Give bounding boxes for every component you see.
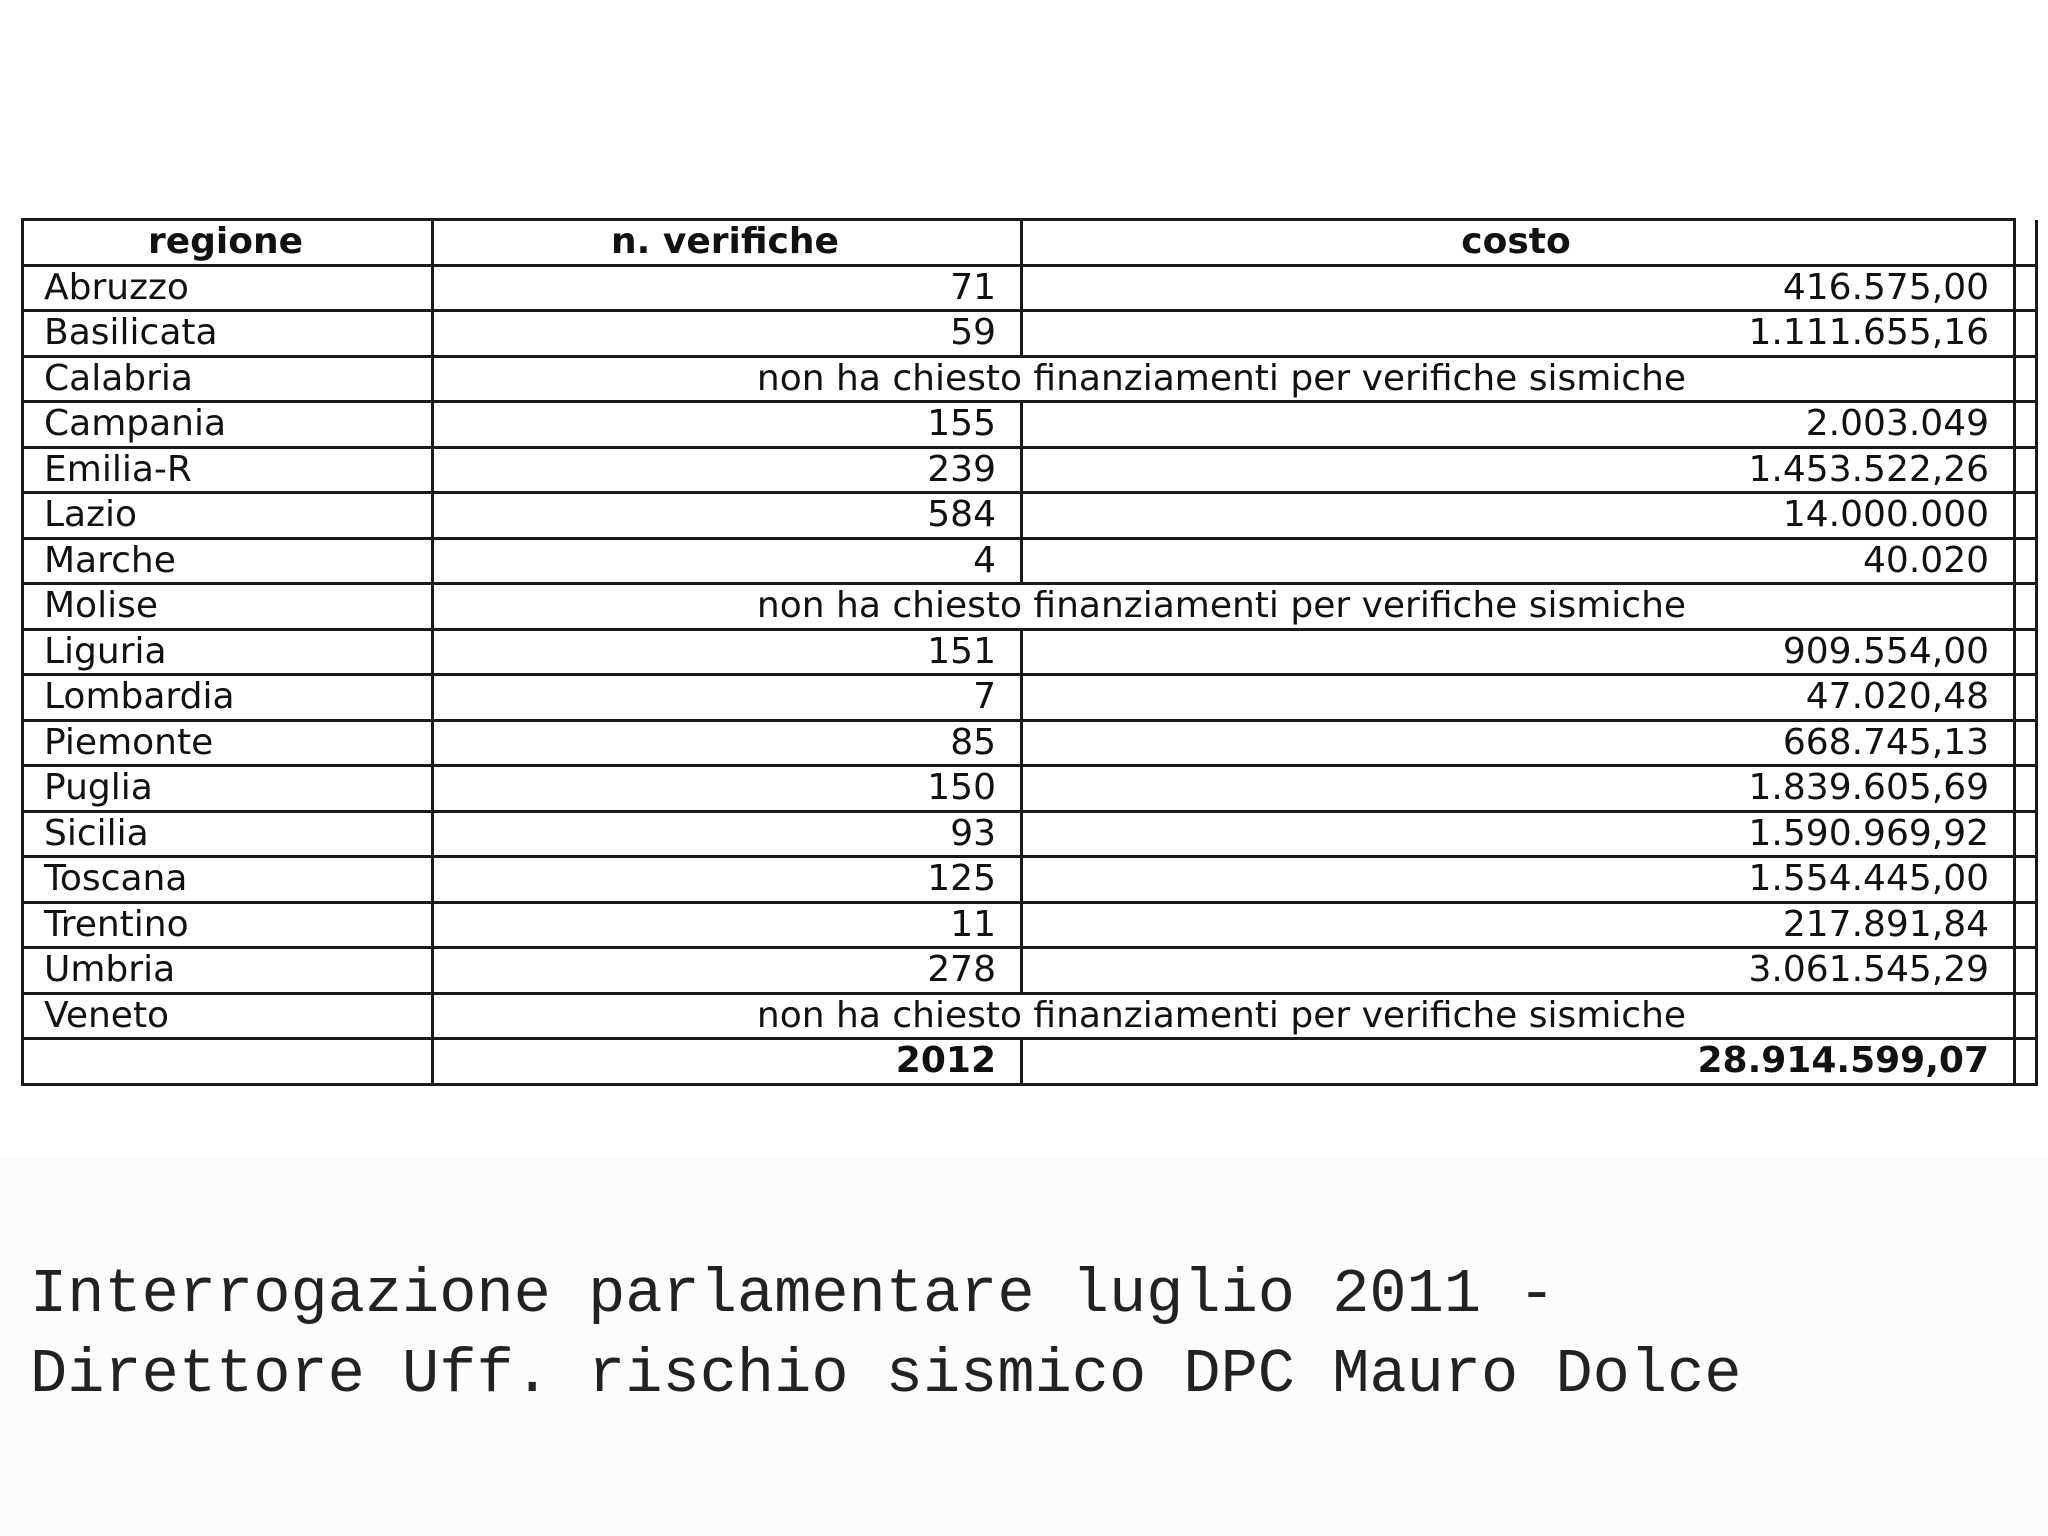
spacer-cell <box>2015 493 2037 539</box>
cell-costo: 1.554.445,00 <box>1022 857 2015 903</box>
cell-regione: Sicilia <box>23 811 433 857</box>
spacer-cell <box>2015 220 2037 266</box>
table-row <box>23 675 2037 721</box>
header-verifiche: n. verifiche <box>433 220 1022 266</box>
table-row <box>23 538 2037 584</box>
caption-line-1: Interrogazione parlamentare luglio 2011 - <box>30 1259 1556 1330</box>
cell-regione: Umbria <box>23 948 433 994</box>
cell-note: non ha chiesto finanziamenti per verifiche sismiche <box>433 584 2015 630</box>
spacer-cell <box>2015 402 2037 448</box>
spacer-cell <box>2015 857 2037 903</box>
table-header-row <box>23 220 2037 266</box>
cell-regione: Piemonte <box>23 720 433 766</box>
cell-verifiche: 239 <box>433 447 1022 493</box>
cell-regione: Veneto <box>23 993 433 1039</box>
header-costo: costo <box>1022 220 2015 266</box>
cell-costo: 416.575,00 <box>1022 265 2015 311</box>
cell-verifiche: 93 <box>433 811 1022 857</box>
table-row <box>23 811 2037 857</box>
cell-regione: Emilia-R <box>23 447 433 493</box>
cell-costo: 14.000.000 <box>1022 493 2015 539</box>
spacer-cell <box>2015 675 2037 721</box>
spacer-cell <box>2015 265 2037 311</box>
spacer-cell <box>2015 720 2037 766</box>
cell-note: non ha chiesto finanziamenti per verifiche sismiche <box>433 993 2015 1039</box>
spacer-cell <box>2015 1039 2037 1085</box>
cell-regione: Liguria <box>23 629 433 675</box>
table-row <box>23 720 2037 766</box>
spacer-cell <box>2015 356 2037 402</box>
header-regione: regione <box>23 220 433 266</box>
cell-verifiche: 125 <box>433 857 1022 903</box>
table-body <box>23 265 2037 1084</box>
cell-verifiche: 59 <box>433 311 1022 357</box>
total-costo: 28.914.599,07 <box>1022 1039 2015 1085</box>
table-row <box>23 948 2037 994</box>
cell-regione: Lombardia <box>23 675 433 721</box>
spacer-cell <box>2015 538 2037 584</box>
cell-regione: Basilicata <box>23 311 433 357</box>
spacer-cell <box>2015 902 2037 948</box>
cell-costo: 1.453.522,26 <box>1022 447 2015 493</box>
cell-verifiche: 11 <box>433 902 1022 948</box>
cell-regione: Molise <box>23 584 433 630</box>
table-row <box>23 584 2037 630</box>
cell-regione: Abruzzo <box>23 265 433 311</box>
table-row <box>23 493 2037 539</box>
cell-regione: Toscana <box>23 857 433 903</box>
spacer-cell <box>2015 811 2037 857</box>
cell-verifiche: 151 <box>433 629 1022 675</box>
spacer-cell <box>2015 311 2037 357</box>
cell-verifiche: 155 <box>433 402 1022 448</box>
table-row <box>23 857 2037 903</box>
spacer-cell <box>2015 993 2037 1039</box>
spacer-cell <box>2015 584 2037 630</box>
table-row <box>23 356 2037 402</box>
regional-verification-table <box>21 218 2038 1086</box>
cell-verifiche: 71 <box>433 265 1022 311</box>
table-container <box>21 218 2035 1086</box>
cell-regione: Marche <box>23 538 433 584</box>
cell-costo: 3.061.545,29 <box>1022 948 2015 994</box>
cell-costo: 47.020,48 <box>1022 675 2015 721</box>
cell-costo: 1.590.969,92 <box>1022 811 2015 857</box>
table-row <box>23 265 2037 311</box>
table-row <box>23 993 2037 1039</box>
cell-costo: 1.839.605,69 <box>1022 766 2015 812</box>
table-row <box>23 447 2037 493</box>
cell-costo: 2.003.049 <box>1022 402 2015 448</box>
cell-regione: Trentino <box>23 902 433 948</box>
caption-line-2: Direttore Uff. rischio sismico DPC Mauro Dolce <box>30 1339 1742 1410</box>
cell-verifiche: 4 <box>433 538 1022 584</box>
cell-verifiche: 278 <box>433 948 1022 994</box>
cell-verifiche: 7 <box>433 675 1022 721</box>
spacer-cell <box>2015 629 2037 675</box>
spacer-cell <box>2015 447 2037 493</box>
table-row <box>23 311 2037 357</box>
table-row <box>23 402 2037 448</box>
source-caption <box>30 1255 1741 1415</box>
cell-regione: Campania <box>23 402 433 448</box>
table-row <box>23 629 2037 675</box>
cell-costo: 909.554,00 <box>1022 629 2015 675</box>
table-total-row <box>23 1039 2037 1085</box>
cell-note: non ha chiesto finanziamenti per verifiche sismiche <box>433 356 2015 402</box>
cell-regione: Lazio <box>23 493 433 539</box>
table-row <box>23 902 2037 948</box>
cell-costo: 1.111.655,16 <box>1022 311 2015 357</box>
total-regione <box>23 1039 433 1085</box>
table-row <box>23 766 2037 812</box>
cell-costo: 668.745,13 <box>1022 720 2015 766</box>
total-verifiche: 2012 <box>433 1039 1022 1085</box>
cell-costo: 217.891,84 <box>1022 902 2015 948</box>
cell-regione: Puglia <box>23 766 433 812</box>
spacer-cell <box>2015 948 2037 994</box>
cell-verifiche: 150 <box>433 766 1022 812</box>
spacer-cell <box>2015 766 2037 812</box>
cell-verifiche: 85 <box>433 720 1022 766</box>
cell-verifiche: 584 <box>433 493 1022 539</box>
cell-regione: Calabria <box>23 356 433 402</box>
cell-costo: 40.020 <box>1022 538 2015 584</box>
